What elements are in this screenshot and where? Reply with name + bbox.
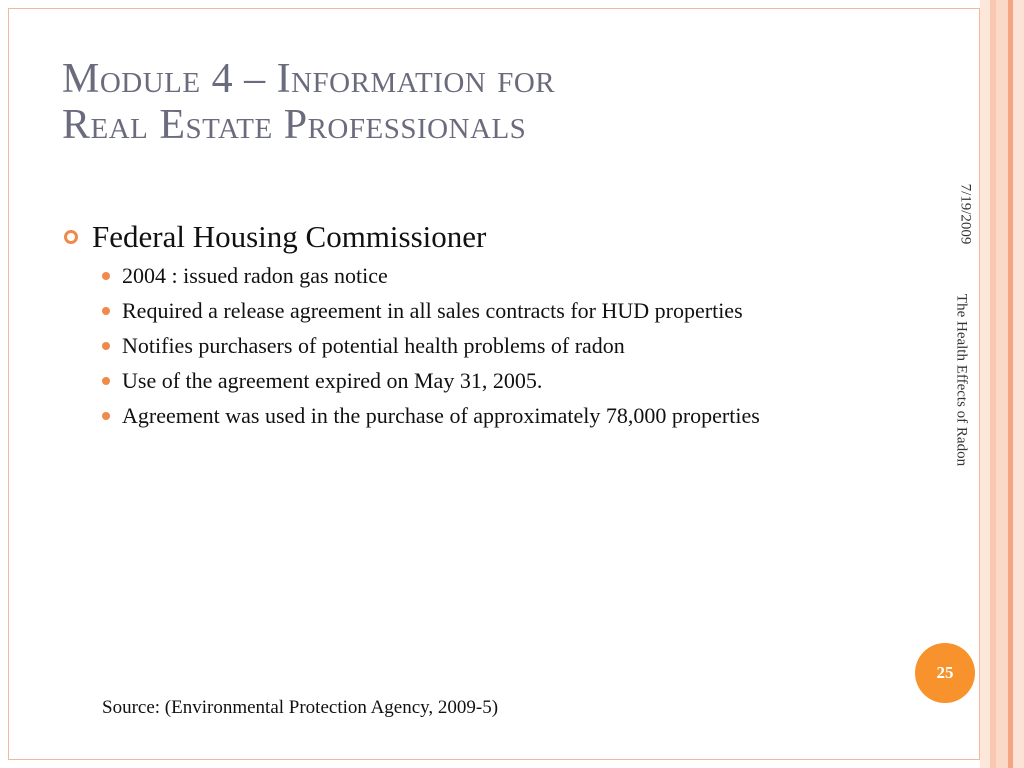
sub-bullet-text: 2004 : issued radon gas notice [122, 263, 388, 288]
sub-bullet-text: Required a release agreement in all sales contracts for HUD properties [122, 298, 743, 323]
dot-bullet-icon [102, 412, 110, 420]
slide-title [62, 56, 862, 148]
main-bullet-text: Federal Housing Commissioner [92, 219, 487, 254]
stripe [980, 0, 990, 768]
dot-bullet-icon [102, 307, 110, 315]
main-bullet [62, 218, 882, 256]
decorative-stripes [980, 0, 1024, 768]
title-line-2: Real Estate Professionals [62, 102, 527, 148]
sub-bullet-list [62, 262, 882, 429]
title-line-1: Module 4 – Information for [62, 56, 556, 102]
sub-bullet-item [102, 262, 882, 289]
sub-bullet-text: Agreement was used in the purchase of approximately 78,000 properties [122, 403, 760, 428]
sub-bullet-text: Notifies purchasers of potential health problems of radon [122, 333, 625, 358]
dot-bullet-icon [102, 377, 110, 385]
stripe [1013, 0, 1024, 768]
slide-content [62, 218, 882, 437]
stripe [996, 0, 1008, 768]
ring-bullet-icon [64, 230, 78, 244]
source-citation: Source: (Environmental Protection Agency, 2009-5) [102, 697, 499, 718]
page-number-badge: 25 [915, 643, 975, 703]
dot-bullet-icon [102, 342, 110, 350]
sub-bullet-item [102, 297, 882, 324]
sidebar-date: 7/19/2009 [957, 183, 974, 245]
sub-bullet-item [102, 332, 882, 359]
sidebar-presentation-title: The Health Effects of Radon [953, 293, 970, 467]
sub-bullet-text: Use of the agreement expired on May 31, 2005. [122, 368, 543, 393]
sub-bullet-item [102, 402, 882, 429]
dot-bullet-icon [102, 272, 110, 280]
sub-bullet-item [102, 367, 882, 394]
